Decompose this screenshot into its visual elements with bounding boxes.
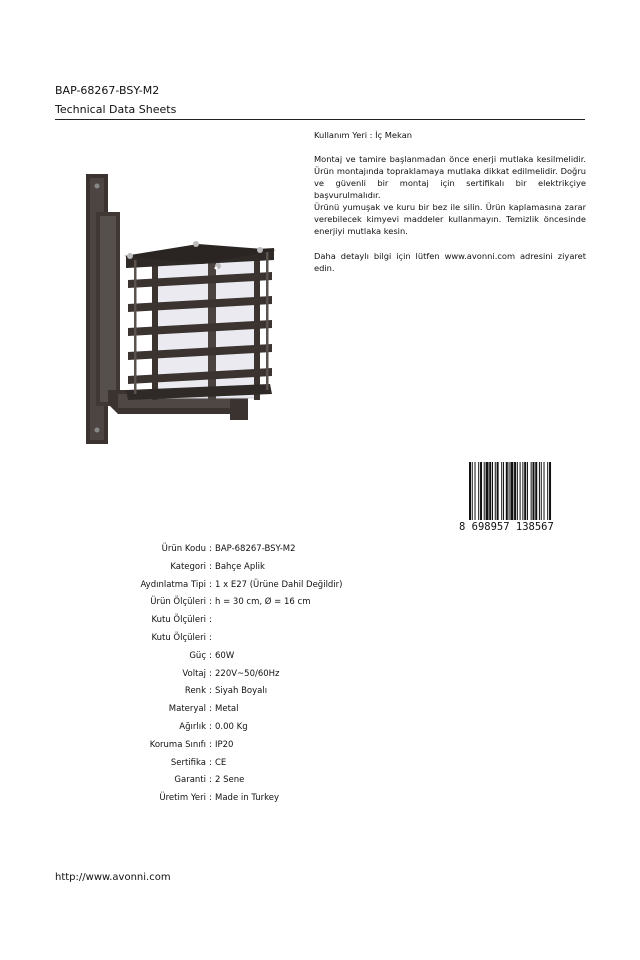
barcode-bar <box>544 462 545 520</box>
website-note-paragraph: Daha detaylı bilgi için lütfen www.avonni.com adresini ziyaret edin. <box>314 251 586 273</box>
barcode-bar <box>549 462 551 520</box>
spec-row <box>0 704 640 720</box>
spec-row <box>0 615 640 631</box>
spec-value: Siyah Boyalı <box>215 686 268 697</box>
spec-label: Materyal <box>168 704 206 715</box>
spec-colon: : <box>209 775 212 786</box>
spec-value: h = 30 cm, Ø = 16 cm <box>215 597 311 608</box>
barcode-bar <box>475 462 476 520</box>
spec-value: CE <box>215 757 227 768</box>
lantern-body <box>124 241 276 400</box>
spec-colon: : <box>209 544 212 554</box>
spec-value: 0.00 Kg <box>215 722 248 732</box>
spec-colon: : <box>209 686 212 697</box>
spec-value: Made in Turkey <box>215 793 279 804</box>
safety-warning-paragraph: Montaj ve tamire başlanmadan önce enerji mutlaka kesilmelidir. Ürün montajında topraklamaya mutlaka dikkat edilmelidir. Doğru ve güvenli bir montaj için sertifikalı bir elektrikçiye başvurulmalıdır. <box>314 154 586 200</box>
spec-row <box>0 633 640 649</box>
spec-label: Renk <box>184 686 206 697</box>
barcode <box>457 462 585 534</box>
barcode-bar <box>547 462 548 520</box>
spec-label: Ağırlık <box>179 722 206 732</box>
spec-value: 60W <box>215 650 235 661</box>
footer-website-link[interactable]: http://www.avonni.com <box>55 872 171 883</box>
spec-row <box>0 597 640 613</box>
sheet-subtitle: Technical Data Sheets <box>55 103 177 116</box>
spec-label: Kutu Ölçüleri <box>151 615 206 626</box>
barcode-bar <box>510 462 513 520</box>
spec-label: Ürün Ölçüleri <box>150 597 206 608</box>
spec-label: Güç <box>189 650 206 661</box>
spec-row <box>0 793 640 809</box>
spec-value: Metal <box>215 704 239 715</box>
product-image <box>78 168 278 453</box>
barcode-bar <box>469 462 471 520</box>
barcode-bar <box>509 462 510 520</box>
spec-value: 2 Sene <box>215 775 245 786</box>
barcode-bar <box>497 462 499 520</box>
barcode-bar <box>478 462 479 520</box>
spec-row <box>0 722 640 738</box>
barcode-bar <box>506 462 508 520</box>
cleaning-paragraph: Ürünü yumuşak ve kuru bir bez ile silin. Ürün kaplamasına zarar verebilecek kimyevi maddeler kullanmayın. Temizlik öncesinde enerjiyi mutlaka kesin. <box>314 202 586 236</box>
spec-colon: : <box>209 739 212 750</box>
spec-colon: : <box>209 597 212 608</box>
barcode-bar <box>492 462 493 520</box>
spec-colon: : <box>209 615 212 626</box>
barcode-bar <box>531 462 532 520</box>
spec-colon: : <box>209 633 212 643</box>
barcode-bar <box>517 462 518 520</box>
spec-colon: : <box>209 650 212 661</box>
barcode-bar <box>527 462 528 520</box>
spec-label: Kutu Ölçüleri <box>151 633 206 643</box>
barcode-bar <box>532 462 534 520</box>
spec-row <box>0 686 640 702</box>
spec-colon: : <box>209 722 212 732</box>
barcode-bars <box>469 462 551 520</box>
spec-colon: : <box>209 579 212 590</box>
barcode-bar <box>539 462 540 520</box>
barcode-bar <box>522 462 523 520</box>
barcode-bar <box>535 462 537 520</box>
spec-colon: : <box>209 704 212 715</box>
spec-label: Ürün Kodu <box>161 544 206 554</box>
spec-row <box>0 651 640 667</box>
spec-label: Üretim Yeri <box>159 793 206 804</box>
usage-place-text: Kullanım Yeri : İç Mekan <box>314 130 413 140</box>
spec-label: Voltaj <box>182 668 206 679</box>
barcode-bar <box>520 462 521 520</box>
spec-value: 1 x E27 (Ürüne Dahil Değildir) <box>215 579 343 590</box>
spec-colon: : <box>209 793 212 804</box>
barcode-bar <box>489 462 491 520</box>
barcode-bar <box>472 462 473 520</box>
barcode-bar <box>484 462 485 520</box>
spec-value: BAP-68267-BSY-M2 <box>215 544 296 554</box>
spec-row <box>0 562 640 578</box>
spec-label: Kategori <box>170 561 206 572</box>
spec-row <box>0 580 640 596</box>
barcode-bar <box>480 462 482 520</box>
spec-colon: : <box>209 668 212 679</box>
barcode-bar <box>501 462 502 520</box>
spec-value: Bahçe Aplik <box>215 561 265 572</box>
spec-colon: : <box>209 561 212 572</box>
spec-row <box>0 669 640 685</box>
barcode-bar <box>503 462 504 520</box>
barcode-bar <box>486 462 489 520</box>
spec-row <box>0 758 640 774</box>
header-divider <box>55 119 585 120</box>
spec-colon: : <box>209 757 212 768</box>
spec-row <box>0 775 640 791</box>
barcode-bar <box>524 462 526 520</box>
spec-label: Sertifika <box>170 757 206 768</box>
spec-label: Koruma Sınıfı <box>149 739 206 750</box>
spec-row <box>0 544 640 560</box>
barcode-bar <box>514 462 516 520</box>
spec-label: Garanti <box>174 775 206 786</box>
spec-row <box>0 740 640 756</box>
spec-value: 220V~50/60Hz <box>215 668 280 679</box>
barcode-bar <box>495 462 496 520</box>
product-code-title: BAP-68267-BSY-M2 <box>55 84 160 97</box>
spec-label: Aydınlatma Tipi <box>140 579 206 590</box>
barcode-digits: 8 698957 138567 <box>459 521 554 533</box>
barcode-bar <box>541 462 542 520</box>
spec-value: IP20 <box>215 739 234 750</box>
